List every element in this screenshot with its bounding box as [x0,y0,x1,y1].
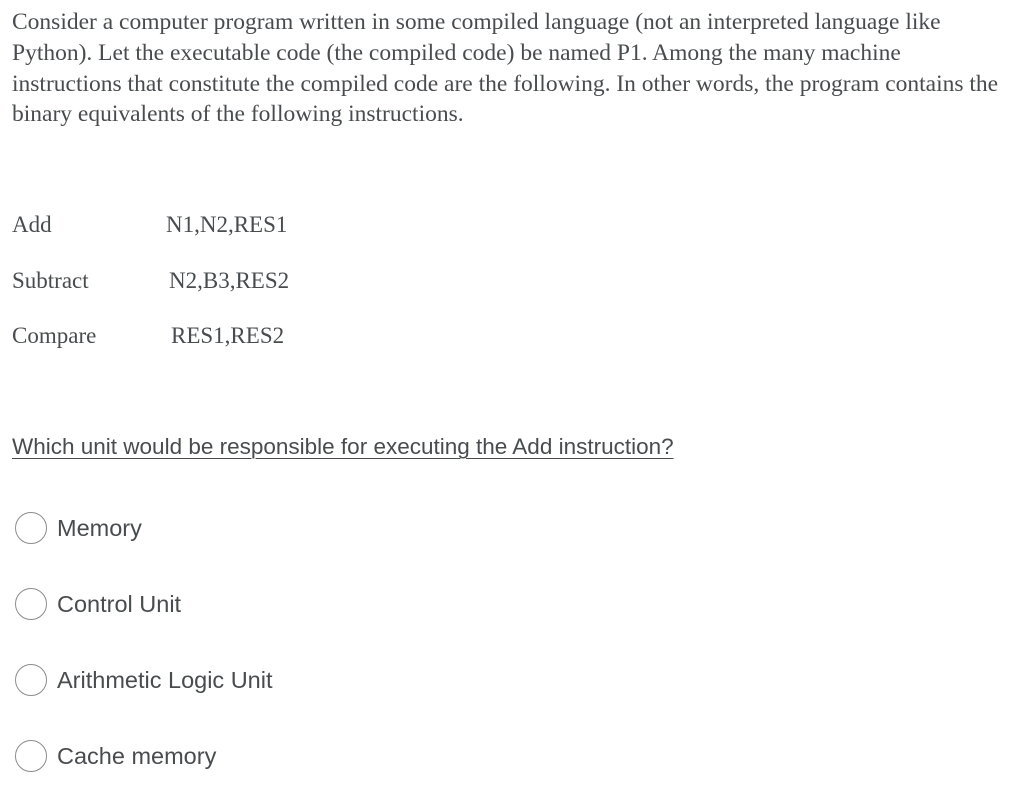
radio-button[interactable] [15,740,47,772]
radio-button[interactable] [15,512,47,544]
question-intro: Consider a computer program written in some compiled language (not an interpreted language like Python). Let the executable code (the compiled code) be named P1. Among the many machine instructions that constitute the compiled code are the following. In other words, the program contains the binary equivalents of the following instructions. [12,9,999,128]
answer-label[interactable]: Memory [57,515,142,541]
instruction-operands: N1,N2,RES1 [166,212,288,237]
answer-label[interactable]: Cache memory [57,743,217,769]
answer-label[interactable]: Arithmetic Logic Unit [57,667,273,693]
answer-choice-cache-memory[interactable] [15,739,216,773]
instruction-operands: N2,B3,RES2 [169,268,290,293]
instruction-opcode: Add [12,212,52,237]
radio-button[interactable] [15,588,47,620]
instruction-opcode: Compare [12,323,97,348]
instruction-opcode: Subtract [12,268,89,293]
answer-choice-memory[interactable] [15,511,142,545]
answer-choice-control-unit[interactable] [15,587,181,621]
answer-label[interactable]: Control Unit [57,591,182,617]
radio-button[interactable] [15,664,47,696]
instruction-operands: RES1,RES2 [171,323,285,348]
answer-choice-alu[interactable] [15,663,273,697]
question-prompt: Which unit would be responsible for executing the Add instruction? [12,434,674,459]
